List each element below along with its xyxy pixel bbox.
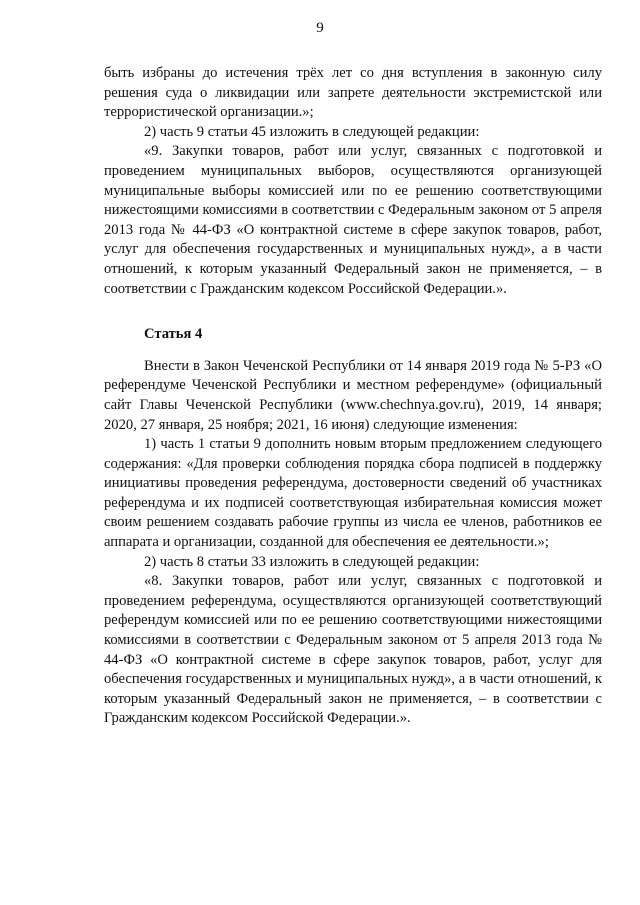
paragraph-item-1-article-9: 1) часть 1 статьи 9 дополнить новым вторым предложением следующего содержания: «Для проверки соблюдения порядка сбора подписей в поддержку инициативы проведения референдума, достоверности сведений об участниках референдума и их подписей соответствующая избирательная комиссия может своим решением создавать рабочие группы из числа ее членов, работников ее аппарата и организации, созданной для обеспечения ее деятельности.»; xyxy=(104,436,602,551)
document-body xyxy=(104,64,602,729)
page-number: 9 xyxy=(316,20,324,36)
paragraph-item-2-article-33: 2) часть 8 статьи 33 изложить в следующей редакции: xyxy=(144,553,480,570)
paragraph-quoted-part-8: «8. Закупки товаров, работ или услуг, связанных с подготовкой и проведением референдума, осуществляются организующей соответствующий референдум комиссией или по ее решению соответствующими нижестоящими комиссиями в соответствии с Федеральным законом от 5 апреля 2013 года № 44-ФЗ «О контрактной системе в сфере закупок товаров, работ, услуг для обеспечения государственных и муниципальных нужд», а в части отношений, к которым указанный Федеральный закон не применяется, – в соответствии с Гражданским кодексом Российской Федерации.». xyxy=(104,573,602,727)
paragraph-item-2-article-45: 2) часть 9 статьи 45 изложить в следующей редакции: xyxy=(144,123,480,140)
article-heading: Статья 4 xyxy=(144,326,203,343)
paragraph-article-4-intro: Внести в Закон Чеченской Республики от 14 января 2019 года № 5-РЗ «О референдуме Чеченской Республики и местном референдуме» (официальный сайт Главы Чеченской Республики (www.chechnya.gov.ru), 2019, 14 января; 2020, 27 января, 25 ноября; 2021, 16 июня) следующие изменения: xyxy=(104,357,602,433)
paragraph-continuation: быть избраны до истечения трёх лет со дня вступления в законную силу решения суда о ликвидации или запрете деятельности экстремистской или террористической организации.»; xyxy=(104,65,602,121)
paragraph-quoted-part-9: «9. Закупки товаров, работ или услуг, связанных с подготовкой и проведением муниципальных выборов, осуществляются организующей муниципальные выборы комиссией или по ее решению соответствующими нижестоящими комиссиями в соответствии с Федеральным законом от 5 апреля 2013 года № 44-ФЗ «О контрактной системе в сфере закупок товаров, работ, услуг для обеспечения государственных и муниципальных нужд», а в части отношений, к которым указанный Федеральный закон не применяется, – в соответствии с Гражданским кодексом Российской Федерации.». xyxy=(104,143,602,297)
